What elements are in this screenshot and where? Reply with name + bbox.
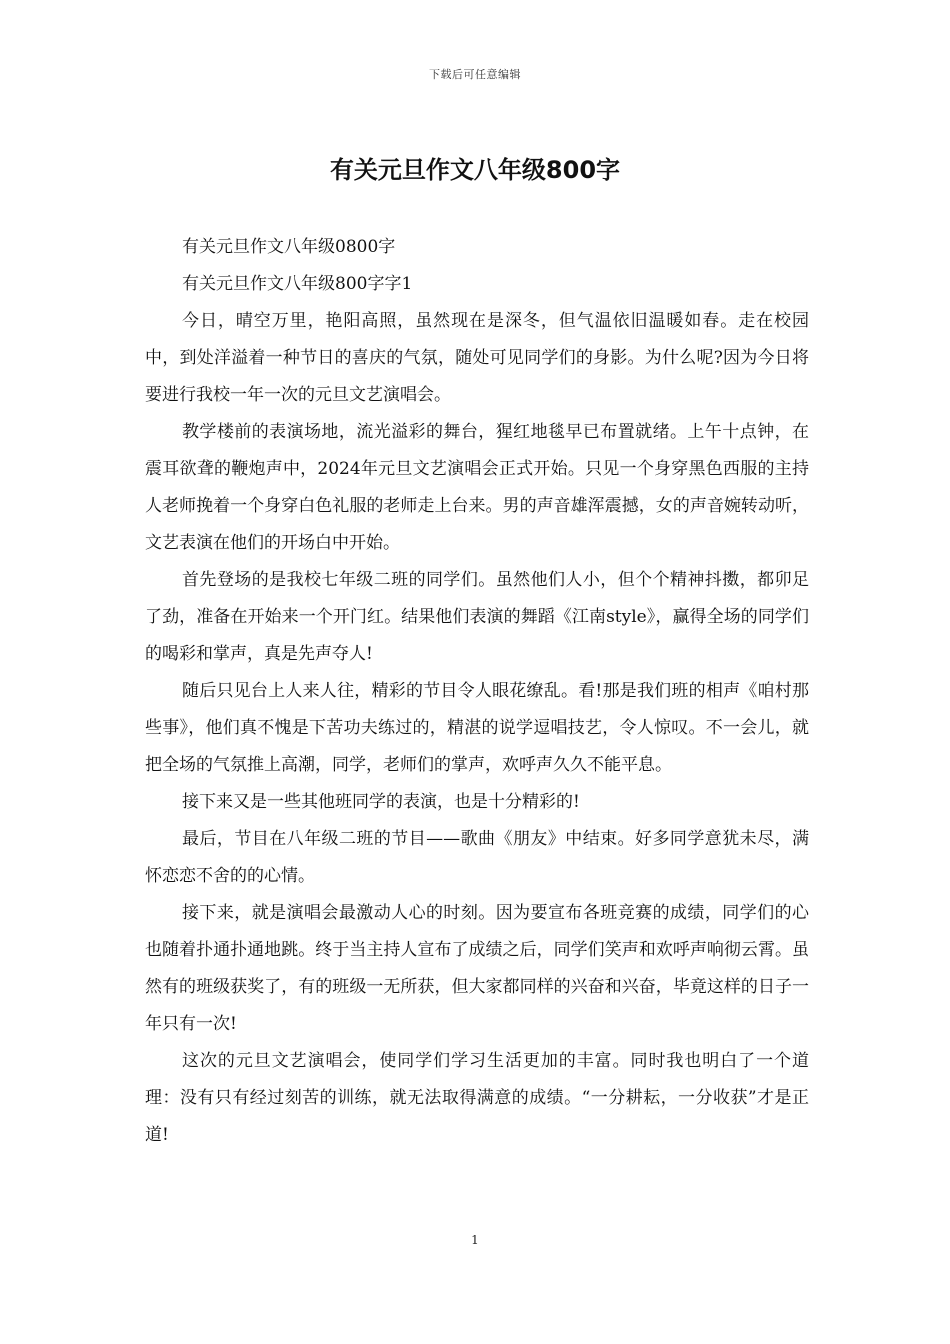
paragraph: 首先登场的是我校七年级二班的同学们。虽然他们人小，但个个精神抖擞，都卯足了劲，准备在开始来一个开门红。结果他们表演的舞蹈《江南style》，赢得全场的同学们的喝彩和掌声，真是先声夺人!	[145, 570, 809, 664]
document-body	[145, 229, 809, 1154]
header-note: 下载后可任意编辑	[429, 68, 521, 81]
document-title: 有关元旦作文八年级800字	[329, 156, 621, 184]
paragraph: 今日，晴空万里，艳阳高照，虽然现在是深冬，但气温依旧温暖如春。走在校园中，到处洋溢着一种节日的喜庆的气氛，随处可见同学们的身影。为什么呢?因为今日将要进行我校一年一次的元旦文艺演唱会。	[145, 311, 809, 405]
paragraph-heading: 有关元旦作文八年级800字字1	[182, 274, 413, 294]
paragraph: 教学楼前的表演场地，流光溢彩的舞台，猩红地毯早已布置就绪。上午十点钟，在震耳欲聋的鞭炮声中，2024年元旦文艺演唱会正式开始。只见一个身穿黑色西服的主持人老师挽着一个身穿白色礼服的老师走上台来。男的声音雄浑震撼，女的声音婉转动听，文艺表演在他们的开场白中开始。	[145, 422, 809, 553]
page-number: 1	[471, 1233, 479, 1247]
paragraph-subtitle: 有关元旦作文八年级0800字	[182, 237, 396, 257]
paragraph: 随后只见台上人来人往，精彩的节目令人眼花缭乱。看!那是我们班的相声《咱村那些事》，他们真不愧是下苦功夫练过的，精湛的说学逗唱技艺，令人惊叹。不一会儿，就把全场的气氛推上高潮，同学，老师们的掌声，欢呼声久久不能平息。	[145, 681, 809, 775]
paragraph: 接下来，就是演唱会最激动人心的时刻。因为要宣布各班竞赛的成绩，同学们的心也随着扑通扑通地跳。终于当主持人宣布了成绩之后，同学们笑声和欢呼声响彻云霄。虽然有的班级获奖了，有的班级一无所获，但大家都同样的兴奋和兴奋，毕竟这样的日子一年只有一次!	[145, 903, 809, 1034]
paragraph: 这次的元旦文艺演唱会，使同学们学习生活更加的丰富。同时我也明白了一个道理：没有只有经过刻苦的训练，就无法取得满意的成绩。“一分耕耘，一分收获”才是正道!	[145, 1051, 809, 1145]
paragraph: 最后，节目在八年级二班的节目——歌曲《朋友》中结束。好多同学意犹未尽，满怀恋恋不舍的的心情。	[145, 829, 809, 886]
paragraph: 接下来又是一些其他班同学的表演，也是十分精彩的!	[182, 792, 580, 812]
